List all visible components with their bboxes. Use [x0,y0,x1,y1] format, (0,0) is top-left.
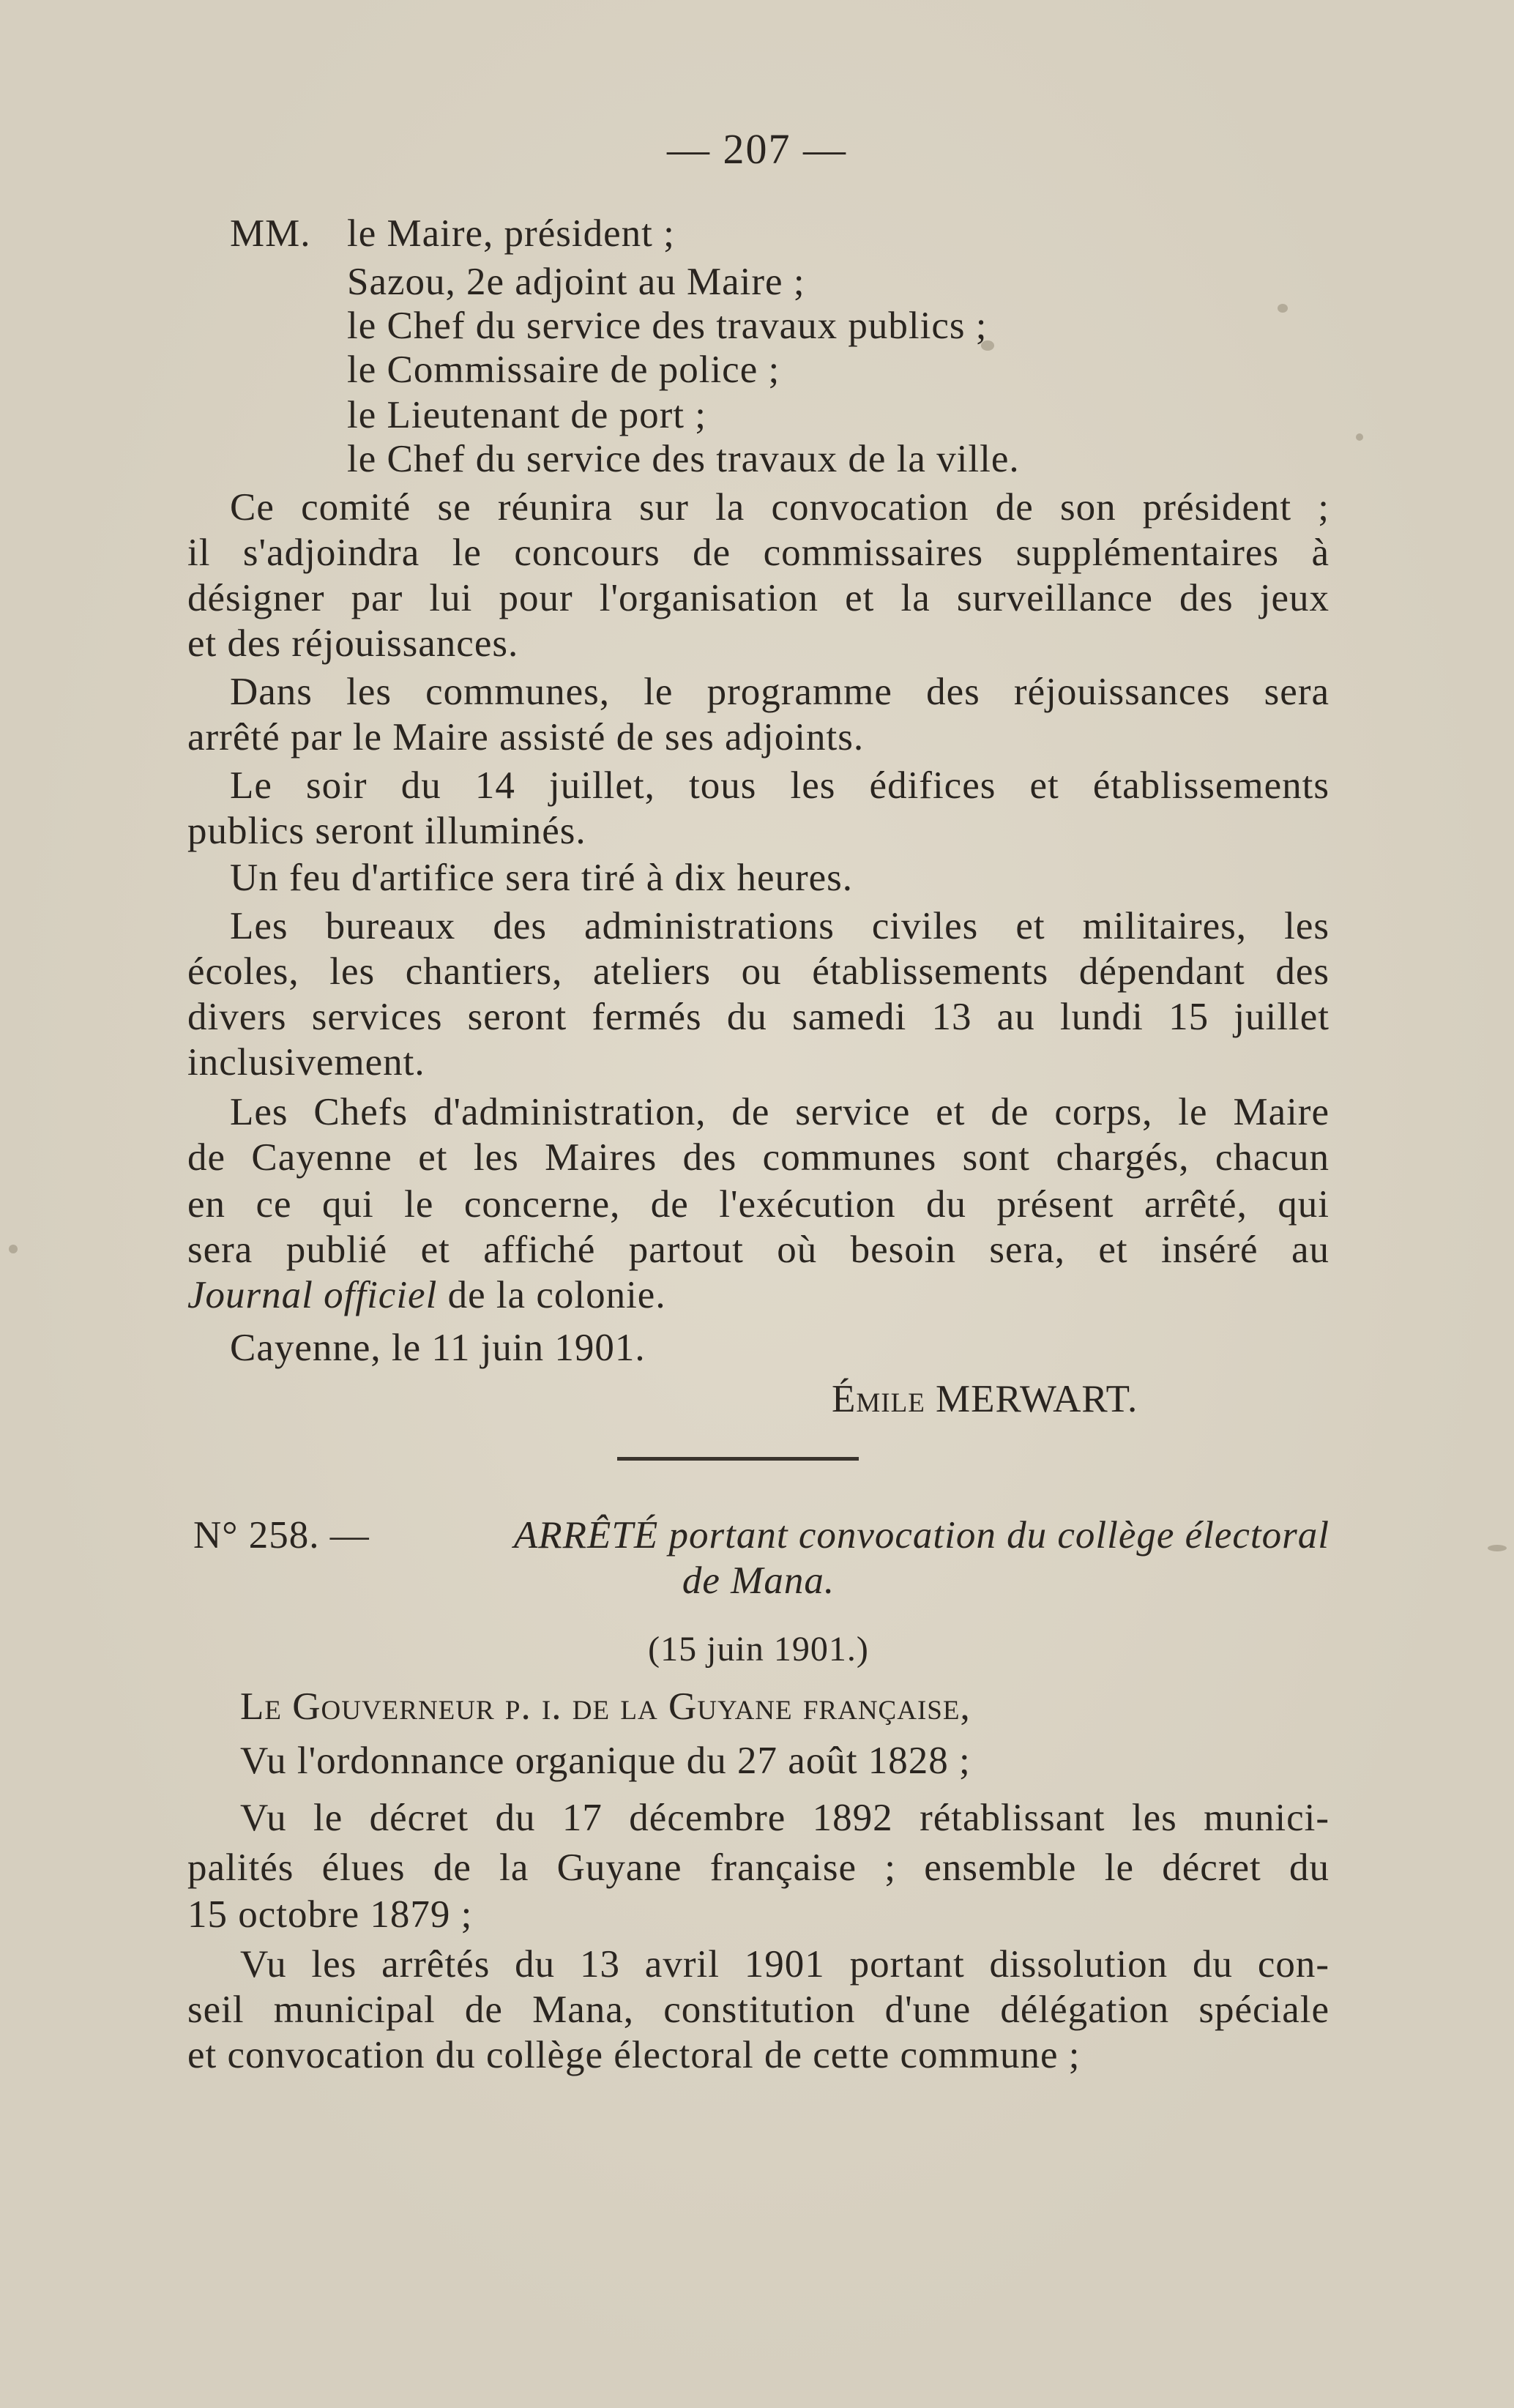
member-line: Sazou, 2e adjoint au Maire ; [347,261,805,303]
vu-decret-line: Vu le décret du 17 décembre 1892 rétablissant les munici- [240,1797,1330,1839]
paragraph-line: désigner par lui pour l'organisation et la surveillance des jeux [187,577,1330,619]
paragraph-line-rest: de la colonie. [437,1274,666,1316]
arrete-title-line2: de Mana. [682,1559,835,1602]
journal-officiel-italic: Journal officiel [187,1274,438,1316]
member-line: le Maire, président ; [347,212,675,255]
vu-ordonnance: Vu l'ordonnance organique du 27 août 1828 ; [240,1740,971,1782]
paragraph-line: Les Chefs d'administration, de service et de corps, le Maire [230,1091,1330,1133]
members-prefix: MM. [230,212,311,255]
paragraph-line: Un feu d'artifice sera tiré à dix heures. [230,857,854,899]
paragraph-line: divers services seront fermés du samedi 13 au lundi 15 juillet [187,996,1330,1038]
paper-speck [9,1245,18,1253]
member-line: le Chef du service des travaux publics ; [347,305,988,347]
vu-arretes-line: Vu les arrêtés du 13 avril 1901 portant dissolution du con- [240,1943,1330,1986]
page-number: — 207 — [667,125,847,173]
vu-decret-line: palités élues de la Guyane française ; ensemble le décret du [187,1846,1330,1889]
paragraph-line: il s'adjoindra le concours de commissaires supplémentaires à [187,532,1330,574]
paper-speck [1488,1545,1507,1551]
gouverneur-line: Le Gouverneur p. i. de la Guyane française, [240,1685,971,1728]
paragraph-line: publics seront illuminés. [187,810,586,852]
signature: Émile MERWART. [832,1378,1138,1420]
arrete-title-line1: ARRÊTÉ portant convocation du collège électoral [513,1514,1330,1557]
member-line: le Commissaire de police ; [347,348,780,391]
paragraph-line: et des réjouissances. [187,622,519,665]
vu-arretes-line: et convocation du collège électoral de cette commune ; [187,2034,1081,2076]
document-body [187,0,1330,2408]
paper-speck [1356,433,1363,441]
arrete-number: N° 258. — [193,1514,370,1557]
member-line: le Lieutenant de port ; [347,394,706,436]
arrete-date: (15 juin 1901.) [648,1630,869,1669]
paragraph-line: en ce qui le concerne, de l'exécution du présent arrêté, qui [187,1183,1330,1226]
paragraph-line [187,1271,666,1319]
paragraph-line: Le soir du 14 juillet, tous les édifices et établissements [230,764,1330,807]
paragraph-line: Ce comité se réunira sur la convocation de son président ; [230,486,1330,529]
paragraph-line: Dans les communes, le programme des réjouissances sera [230,671,1330,713]
paragraph-line: arrêté par le Maire assisté de ses adjoints. [187,716,865,758]
vu-decret-line: 15 octobre 1879 ; [187,1893,473,1936]
paragraph-line: écoles, les chantiers, ateliers ou établissements dépendant des [187,950,1330,993]
signing-date: Cayenne, le 11 juin 1901. [230,1327,646,1369]
paragraph-line: Les bureaux des administrations civiles et militaires, les [230,905,1330,947]
paragraph-line: inclusivement. [187,1041,425,1084]
section-separator [617,1457,859,1461]
paragraph-line: sera publié et affiché partout où besoin sera, et inséré au [187,1229,1330,1271]
member-line: le Chef du service des travaux de la ville. [347,438,1020,480]
vu-arretes-line: seil municipal de Mana, constitution d'une délégation spéciale [187,1988,1330,2031]
arrete-title [413,1511,1330,1559]
paragraph-line: de Cayenne et les Maires des communes sont chargés, chacun [187,1136,1330,1179]
